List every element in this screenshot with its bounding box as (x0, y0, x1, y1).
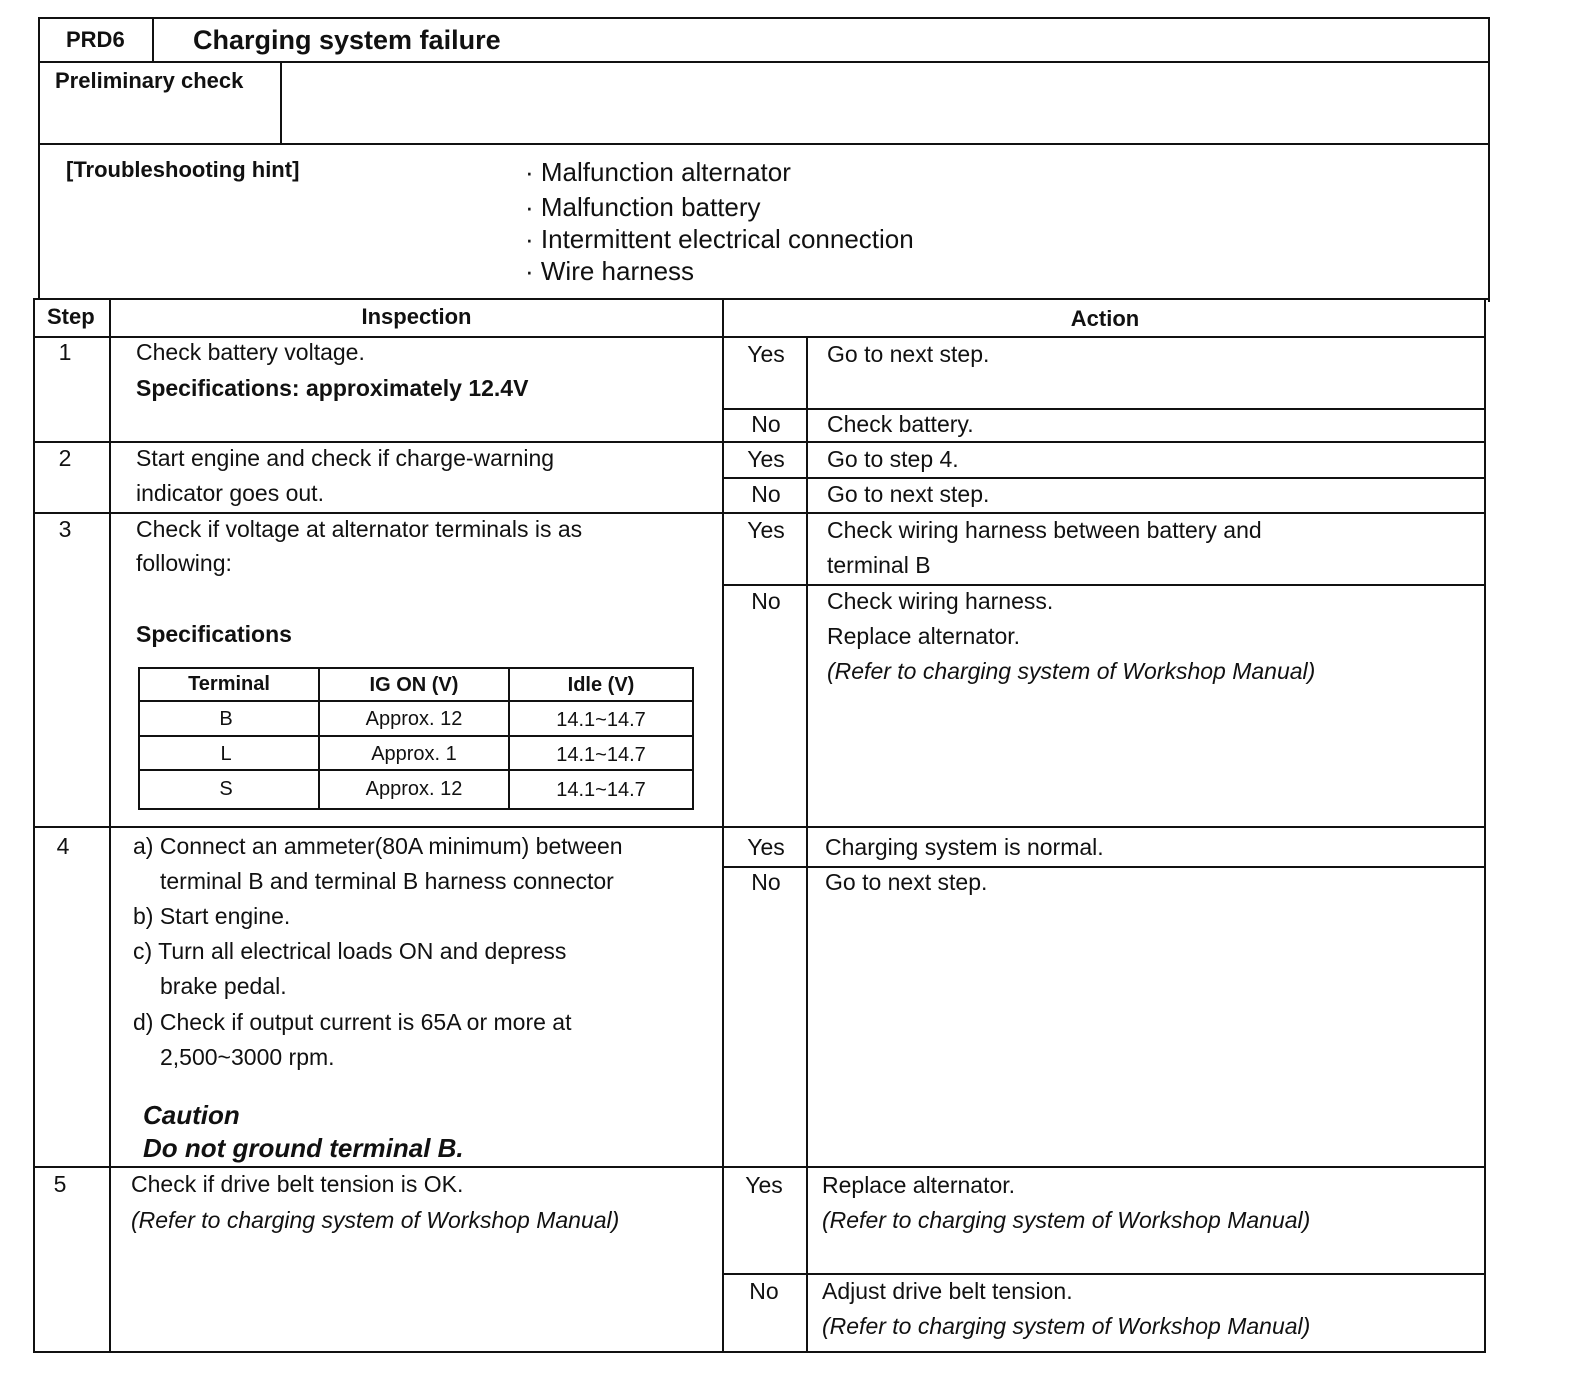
inspection-text: a) Connect an ammeter(80A minimum) between (133, 833, 623, 859)
step-number: 5 (53, 1171, 67, 1197)
row-2-bottom (35, 512, 1486, 514)
spec-table-cell: 14.1~14.7 (556, 779, 646, 801)
spec-table-cell: Approx. 1 (371, 743, 457, 765)
spec-table-cell: Approx. 12 (365, 778, 463, 800)
inspection-text: Start engine and check if charge-warning (136, 445, 555, 471)
no-label: No (751, 869, 781, 895)
spec-table-top (138, 667, 694, 669)
yes-label: Yes (747, 517, 785, 543)
prelim-divider (280, 61, 282, 144)
specifications-heading: Specifications (136, 621, 292, 647)
spec-table-row-2-bottom (138, 769, 694, 771)
page-title: Charging system failure (193, 25, 501, 55)
frame-bottom (33, 1351, 1486, 1353)
no-action: Go to next step. (825, 869, 988, 895)
yes-label: Yes (745, 1172, 783, 1198)
no-action: Check wiring harness. (827, 588, 1054, 614)
row-3-yesno-split (722, 584, 1486, 586)
step-number: 3 (58, 516, 72, 542)
preliminary-check-label: Preliminary check (55, 68, 244, 93)
no-label: No (751, 481, 781, 507)
prelim-bottom (40, 143, 1490, 145)
spec-table-bottom (138, 808, 694, 810)
specification-text: Specifications: approximately 12.4V (136, 375, 529, 401)
no-label: No (751, 588, 781, 614)
spec-table-cell: 14.1~14.7 (556, 744, 646, 766)
step-number: 1 (58, 339, 72, 365)
yes-action: Replace alternator. (822, 1172, 1016, 1198)
column-header-action: Action (1070, 306, 1140, 331)
inspection-text: indicator goes out. (136, 480, 324, 506)
yes-action: Go to next step. (827, 341, 990, 367)
yes-action: Go to step 4. (827, 446, 959, 472)
inspection-text: Check if voltage at alternator terminals is as (136, 516, 583, 542)
header-bottom (40, 61, 1490, 63)
inspection-text: c) Turn all electrical loads ON and depress (133, 938, 567, 964)
yes-action: terminal B (827, 552, 931, 578)
inspection-text: terminal B and terminal B harness connector (160, 868, 614, 894)
caution-text: Do not ground terminal B. (143, 1133, 464, 1163)
spec-table-cell: 14.1~14.7 (556, 709, 646, 731)
inspection-text: brake pedal. (160, 973, 287, 999)
caution-heading: Caution (143, 1100, 240, 1130)
inspection-text: Check if drive belt tension is OK. (131, 1171, 464, 1197)
row-1-bottom (35, 441, 1486, 443)
column-header-step: Step (47, 304, 95, 329)
row-4-bottom (35, 1166, 1486, 1168)
yes-label: Yes (747, 341, 785, 367)
no-label: No (749, 1278, 779, 1304)
yes-action: Check wiring harness between battery and (827, 517, 1262, 543)
no-action: Adjust drive belt tension. (822, 1278, 1073, 1304)
hint-item: · Intermittent electrical connection (525, 224, 914, 254)
spec-table-cell: L (220, 743, 232, 765)
no-action: Go to next step. (827, 481, 990, 507)
inspection-text: d) Check if output current is 65A or more at (133, 1009, 572, 1035)
yes-label: Yes (747, 446, 785, 472)
spec-table-cell: B (219, 708, 233, 730)
hint-item: · Malfunction battery (525, 192, 761, 222)
hint-item: · Wire harness (525, 256, 695, 286)
no-action: Replace alternator. (827, 623, 1021, 649)
spec-table-header: Terminal (188, 673, 270, 695)
yes-label: Yes (747, 834, 785, 860)
no-label: No (751, 411, 781, 437)
header-divider (152, 17, 154, 62)
spec-table-cell: S (219, 778, 233, 800)
procedure-code: PRD6 (66, 27, 125, 52)
spec-table-header-bottom (138, 700, 694, 702)
row-5-yesno-split (722, 1273, 1486, 1275)
row-3-bottom (35, 826, 1486, 828)
inspection-reference: (Refer to charging system of Workshop Manual) (131, 1207, 620, 1233)
inspection-text: 2,500~3000 rpm. (160, 1044, 335, 1070)
spec-table-cell: Approx. 12 (365, 708, 463, 730)
hint-item: · Malfunction alternator (525, 157, 791, 187)
row-2-yesno-split (722, 477, 1486, 479)
inspection-text: b) Start engine. (133, 903, 291, 929)
step-number: 4 (56, 833, 70, 859)
inspection-text: Check battery voltage. (136, 339, 365, 365)
no-action-reference: (Refer to charging system of Workshop Manual) (822, 1313, 1311, 1339)
yes-action: Charging system is normal. (825, 834, 1104, 860)
frame-top (40, 17, 1490, 19)
no-action-reference: (Refer to charging system of Workshop Manual) (827, 658, 1316, 684)
spec-table-header: IG ON (V) (369, 674, 459, 696)
inspection-text: following: (136, 550, 232, 576)
yes-action-reference: (Refer to charging system of Workshop Manual) (822, 1207, 1311, 1233)
frame-right (1488, 17, 1490, 302)
frame-left (38, 17, 40, 300)
step-number: 2 (58, 445, 72, 471)
spec-table-row-1-bottom (138, 735, 694, 737)
no-action: Check battery. (827, 411, 974, 437)
spec-table-right (692, 667, 694, 810)
column-header-inspection: Inspection (361, 304, 472, 329)
hint-bottom (35, 298, 1490, 300)
troubleshooting-hint-label: [Troubleshooting hint] (66, 157, 300, 182)
spec-table-header: Idle (V) (567, 674, 635, 696)
